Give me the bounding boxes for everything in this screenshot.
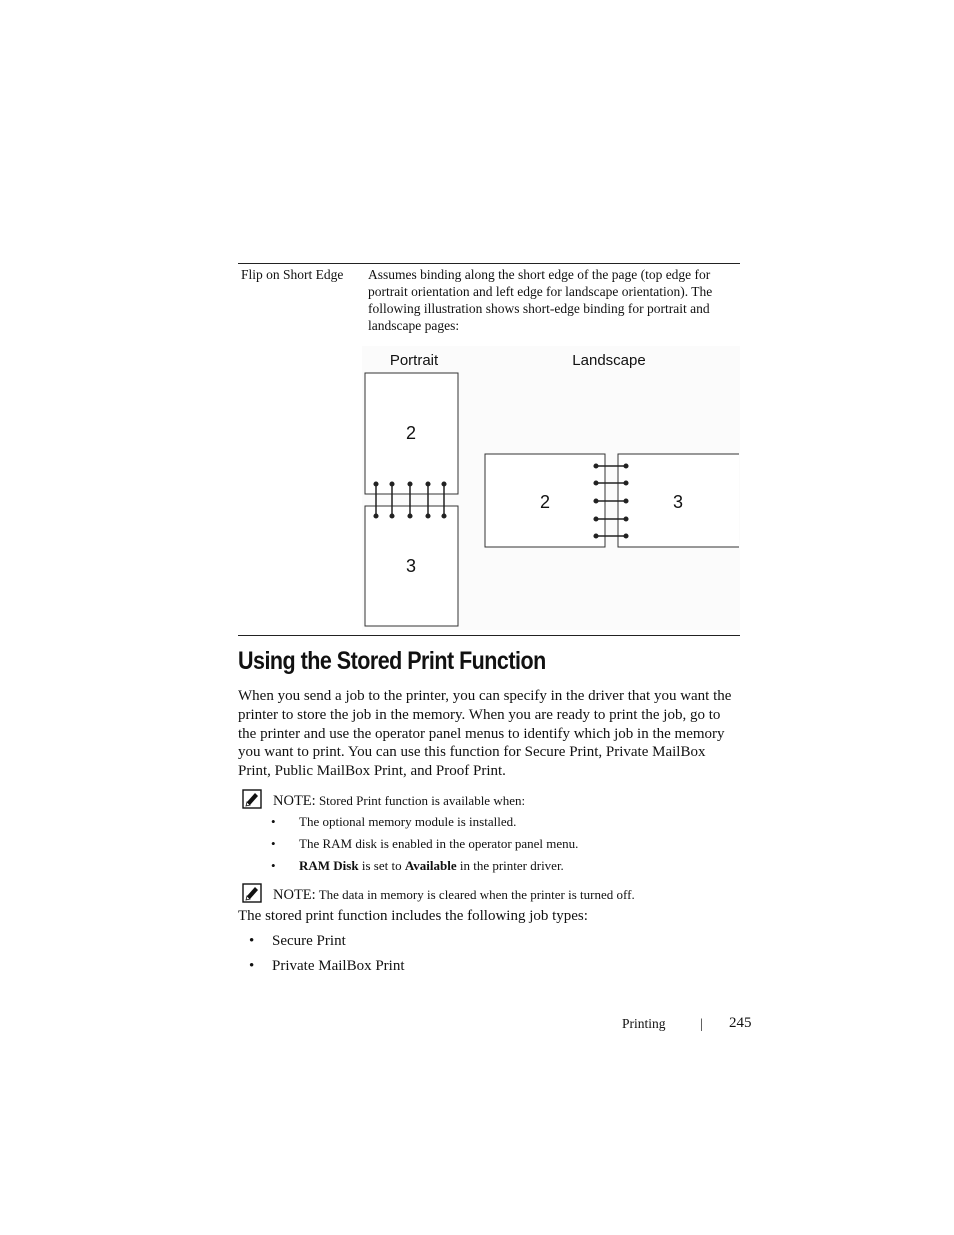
table-top-rule — [238, 263, 740, 264]
note-memory-cleared — [242, 883, 732, 903]
landscape-label: Landscape — [572, 352, 646, 369]
note-text: The data in memory is cleared when the printer is turned off. — [318, 887, 635, 902]
note-label: NOTE: — [273, 793, 316, 809]
intro-paragraph: When you send a job to the printer, you can specify in the driver that you want the printer to store the job in the memory. When you are ready to print the job, go to the printer and use the operator panel menus to identify which job in the memory you want to print. You can use this function for Secure Print, Private MailBox Print, Public MailBox Print, and Proof Print. — [238, 688, 732, 780]
footer-separator: | — [700, 1016, 703, 1031]
note-text: Stored Print function is available when: — [318, 793, 526, 808]
option-description: Assumes binding along the short edge of the page (top edge for portrait orientation and left edge for landscape orientation). The following illustration shows short-edge binding for portrait and landscape pages: — [368, 267, 713, 333]
footer-section-name: Printing — [622, 1016, 666, 1031]
bullet-icon: • — [271, 814, 276, 829]
short-edge-binding-illustration — [362, 346, 740, 630]
option-term: Flip on Short Edge — [241, 267, 344, 282]
job-types-intro: The stored print function includes the following job types: — [238, 908, 588, 924]
note-pencil-icon — [242, 789, 262, 809]
landscape-left-page-number: 2 — [539, 492, 551, 512]
bullet-icon: • — [271, 836, 276, 851]
bullet-icon: • — [249, 958, 255, 974]
portrait-top-page-number: 2 — [405, 423, 417, 443]
note-label: NOTE: — [273, 887, 316, 903]
available-term: Available — [404, 858, 457, 873]
note-stored-print-availability — [242, 789, 722, 809]
note-pencil-icon — [242, 883, 262, 903]
page-number: 245 — [729, 1015, 752, 1031]
table-bottom-rule — [238, 635, 740, 636]
portrait-label: Portrait — [389, 352, 439, 369]
landscape-right-page-number: 3 — [672, 492, 684, 512]
portrait-bottom-page-number: 3 — [405, 556, 417, 576]
bullet-icon: • — [271, 858, 276, 873]
section-heading: Using the Stored Print Function — [238, 647, 546, 675]
bullet-icon: • — [249, 933, 255, 949]
ram-disk-term: RAM Disk — [299, 858, 359, 873]
